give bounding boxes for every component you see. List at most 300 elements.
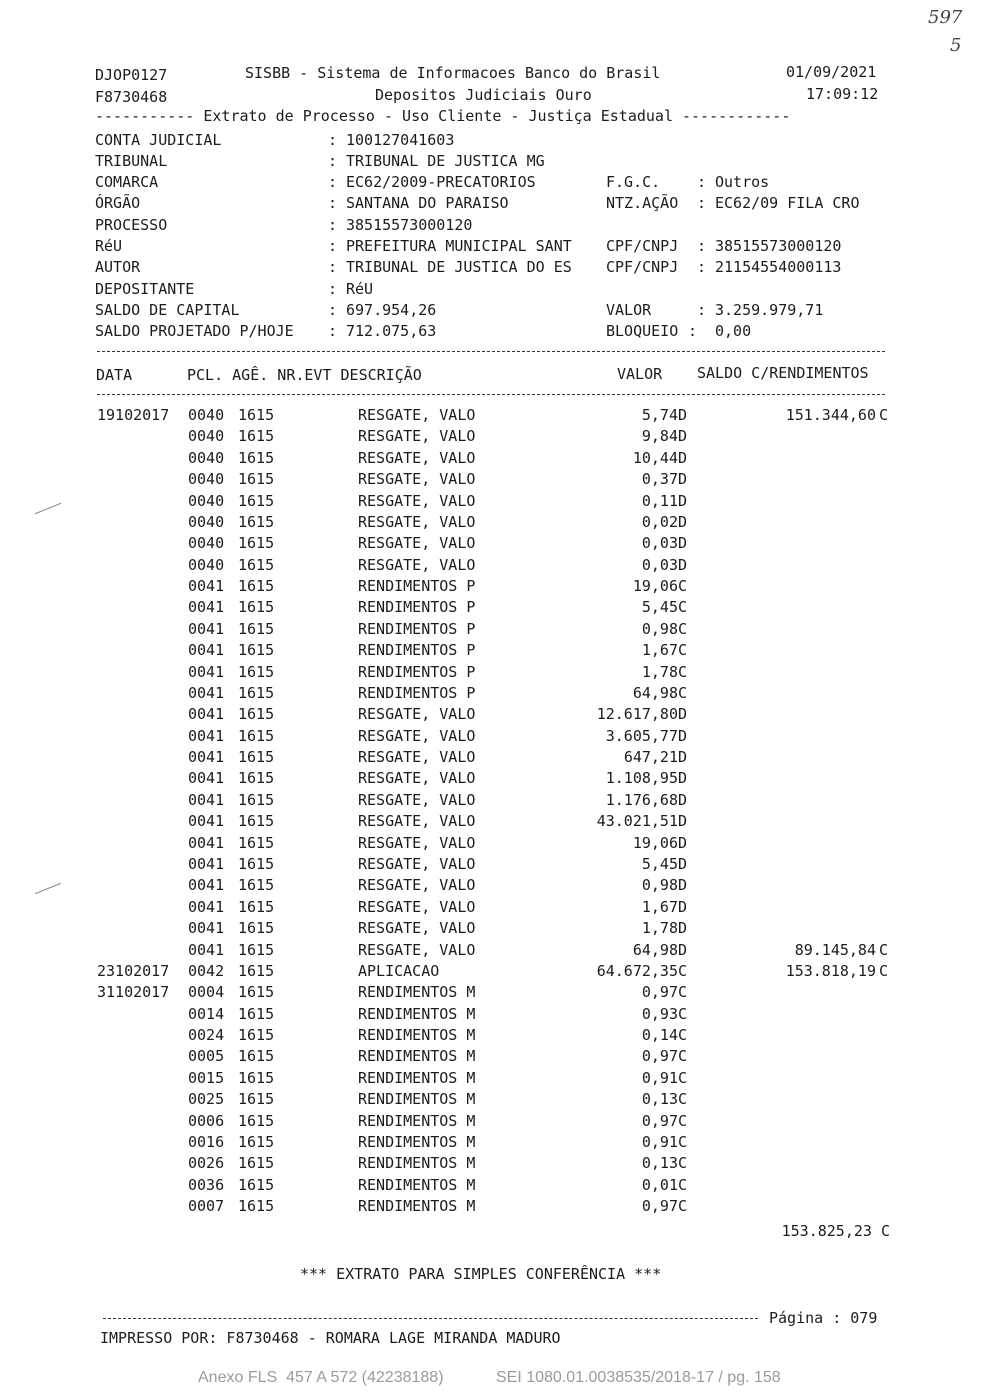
table-row — [0, 1025, 990, 1046]
row-description: RESGATE, VALO — [358, 555, 476, 574]
row-agency: 1615 — [238, 641, 275, 660]
row-pcl: 0005 — [188, 1047, 225, 1066]
row-value-type: D — [678, 940, 688, 959]
row-value-type: C — [678, 1068, 688, 1087]
info-value: 100127041603 — [346, 131, 455, 149]
row-description: RENDIMENTOS P — [358, 577, 476, 596]
row-agency: 1615 — [238, 555, 275, 574]
row-description: RESGATE, VALO — [358, 854, 476, 873]
table-row — [0, 982, 990, 1003]
row-value: 64.672,35 — [596, 961, 678, 980]
row-description: RENDIMENTOS P — [358, 662, 476, 681]
row-value: 0,03 — [641, 534, 678, 553]
row-value: 0,91 — [641, 1132, 678, 1151]
row-balance: 89.145,84 — [794, 940, 876, 959]
system-subtitle: Depositos Judiciais Ouro — [375, 86, 592, 104]
info-colon: : — [328, 152, 338, 170]
row-value: 5,45 — [641, 598, 678, 617]
row-value-type: D — [678, 748, 688, 767]
table-row — [0, 555, 990, 576]
row-pcl: 0040 — [188, 512, 225, 531]
row-agency: 1615 — [238, 1132, 275, 1151]
info-right-value: EC62/09 FILA CRO — [715, 194, 860, 212]
table-row — [0, 1196, 990, 1217]
row-description: RENDIMENTOS M — [358, 1111, 476, 1130]
info-value: TRIBUNAL DE JUSTICA DO ES — [346, 258, 572, 276]
row-date: 23102017 — [97, 961, 170, 980]
row-value-type: C — [678, 1197, 688, 1216]
row-description: RENDIMENTOS M — [358, 1197, 476, 1216]
col-header-desc: PCL. AGÊ. NR.EVT DESCRIÇÃO — [187, 366, 422, 384]
final-balance: 153.825,23 C — [781, 1222, 890, 1240]
info-colon: : — [328, 237, 338, 255]
row-value-type: C — [678, 1047, 688, 1066]
row-description: RESGATE, VALO — [358, 534, 476, 553]
row-value: 0,98 — [641, 619, 678, 638]
info-value: 712.075,63 — [346, 322, 437, 340]
table-row — [0, 662, 990, 683]
row-description: RESGATE, VALO — [358, 919, 476, 938]
table-row — [0, 918, 990, 939]
report-time: 17:09:12 — [806, 85, 879, 103]
row-description: RENDIMENTOS P — [358, 683, 476, 702]
row-description: RESGATE, VALO — [358, 705, 476, 724]
row-value: 19,06 — [632, 577, 678, 596]
row-pcl: 0041 — [188, 854, 225, 873]
annex-stamp: Anexo FLS 457 A 572 (42238188) — [198, 1369, 444, 1386]
info-value: 697.954,26 — [346, 301, 437, 319]
row-value: 1,78 — [641, 662, 678, 681]
table-row — [0, 619, 990, 640]
row-agency: 1615 — [238, 1154, 275, 1173]
table-row — [0, 426, 990, 447]
row-agency: 1615 — [238, 662, 275, 681]
row-pcl: 0041 — [188, 876, 225, 895]
row-value-type: C — [678, 641, 688, 660]
report-code: DJOP0127 — [95, 66, 168, 84]
row-value-type: C — [678, 577, 688, 596]
row-value-type: C — [678, 1026, 688, 1045]
row-description: RESGATE, VALO — [358, 769, 476, 788]
notice: *** EXTRATO PARA SIMPLES CONFERÊNCIA *** — [300, 1265, 662, 1283]
row-pcl: 0026 — [188, 1154, 225, 1173]
row-pcl: 0041 — [188, 577, 225, 596]
row-pcl: 0024 — [188, 1026, 225, 1045]
table-row — [0, 1175, 990, 1196]
info-colon: : — [697, 258, 707, 276]
row-value: 12.617,80 — [596, 705, 678, 724]
row-description: RENDIMENTOS M — [358, 1175, 476, 1194]
row-value-type: D — [678, 406, 688, 424]
row-description: RESGATE, VALO — [358, 406, 476, 424]
row-pcl: 0041 — [188, 897, 225, 916]
table-row — [0, 512, 990, 533]
row-value-type: D — [678, 876, 688, 895]
row-pcl: 0040 — [188, 448, 225, 467]
table-row — [0, 704, 990, 725]
row-pcl: 0007 — [188, 1197, 225, 1216]
info-colon: : — [697, 237, 707, 255]
row-pcl: 0041 — [188, 919, 225, 938]
row-value: 0,14 — [641, 1026, 678, 1045]
row-value: 0,02 — [641, 512, 678, 531]
row-description: APLICACAO — [358, 961, 440, 980]
row-agency: 1615 — [238, 406, 275, 424]
row-value-type: D — [678, 448, 688, 467]
info-colon: : — [328, 301, 338, 319]
info-value: EC62/2009-PRECATORIOS — [346, 173, 536, 191]
row-pcl: 0040 — [188, 470, 225, 489]
row-balance-type: C — [879, 406, 889, 424]
row-agency: 1615 — [238, 812, 275, 831]
info-label: CONTA JUDICIAL — [95, 131, 222, 149]
row-description: RENDIMENTOS M — [358, 1026, 476, 1045]
row-balance-type: C — [879, 940, 889, 959]
row-pcl: 0040 — [188, 555, 225, 574]
row-pcl: 0040 — [188, 491, 225, 510]
row-value: 1.108,95 — [605, 769, 678, 788]
row-pcl: 0004 — [188, 983, 225, 1002]
row-agency: 1615 — [238, 833, 275, 852]
info-value: PREFEITURA MUNICIPAL SANT — [346, 237, 572, 255]
info-colon: : — [328, 322, 338, 340]
info-value: TRIBUNAL DE JUSTICA MG — [346, 152, 545, 170]
row-value-type: D — [678, 919, 688, 938]
row-value-type: D — [678, 512, 688, 531]
info-right-label: F.G.C. — [606, 173, 661, 191]
row-value: 1,67 — [641, 641, 678, 660]
divider — [97, 394, 885, 395]
col-header-balance: SALDO C/RENDIMENTOS — [697, 364, 869, 382]
row-agency: 1615 — [238, 919, 275, 938]
row-agency: 1615 — [238, 1197, 275, 1216]
row-pcl: 0016 — [188, 1132, 225, 1151]
table-row — [0, 683, 990, 704]
table-row — [0, 1089, 990, 1110]
info-label: PROCESSO — [95, 216, 168, 234]
row-value-type: C — [678, 619, 688, 638]
row-description: RENDIMENTOS M — [358, 983, 476, 1002]
row-value-type: C — [678, 961, 688, 980]
row-pcl: 0041 — [188, 812, 225, 831]
row-pcl: 0041 — [188, 641, 225, 660]
table-row — [0, 833, 990, 854]
row-agency: 1615 — [238, 1026, 275, 1045]
row-value-type: D — [678, 833, 688, 852]
row-description: RENDIMENTOS P — [358, 641, 476, 660]
row-pcl: 0041 — [188, 833, 225, 852]
row-description: RESGATE, VALO — [358, 491, 476, 510]
info-label: SALDO PROJETADO P/HOJE — [95, 322, 294, 340]
info-label: SALDO DE CAPITAL — [95, 301, 240, 319]
table-row — [0, 768, 990, 789]
row-agency: 1615 — [238, 619, 275, 638]
row-value: 0,97 — [641, 1047, 678, 1066]
row-value-type: D — [678, 491, 688, 510]
info-colon: : — [697, 173, 707, 191]
info-colon: : — [697, 301, 707, 319]
row-value-type: D — [678, 555, 688, 574]
row-value: 5,74 — [641, 406, 678, 424]
table-row — [0, 1111, 990, 1132]
row-value-type: D — [678, 705, 688, 724]
row-pcl: 0041 — [188, 726, 225, 745]
row-pcl: 0041 — [188, 662, 225, 681]
row-description: RESGATE, VALO — [358, 726, 476, 745]
row-agency: 1615 — [238, 470, 275, 489]
row-agency: 1615 — [238, 897, 275, 916]
row-agency: 1615 — [238, 705, 275, 724]
row-agency: 1615 — [238, 1175, 275, 1194]
row-pcl: 0006 — [188, 1111, 225, 1130]
row-description: RESGATE, VALO — [358, 512, 476, 531]
row-value: 64,98 — [632, 683, 678, 702]
row-value: 0,98 — [641, 876, 678, 895]
table-row — [0, 597, 990, 618]
page-label: Página : 079 — [769, 1309, 878, 1327]
row-value: 9,84 — [641, 427, 678, 446]
row-value: 19,06 — [632, 833, 678, 852]
row-description: RESGATE, VALO — [358, 940, 476, 959]
row-agency: 1615 — [238, 961, 275, 980]
row-value: 0,97 — [641, 983, 678, 1002]
row-pcl: 0041 — [188, 683, 225, 702]
table-row — [0, 576, 990, 597]
row-description: RESGATE, VALO — [358, 790, 476, 809]
table-row — [0, 940, 990, 961]
col-header-date: DATA — [96, 366, 133, 384]
printed-by: IMPRESSO POR: F8730468 - ROMARA LAGE MIRANDA MADURO — [100, 1329, 561, 1347]
row-pcl: 0025 — [188, 1090, 225, 1109]
table-row — [0, 747, 990, 768]
info-colon: : — [328, 258, 338, 276]
info-colon: : — [328, 194, 338, 212]
row-value: 0,13 — [641, 1090, 678, 1109]
row-value: 1,78 — [641, 919, 678, 938]
info-right-value: 38515573000120 — [715, 237, 842, 255]
info-label: RéU — [95, 237, 123, 255]
row-value-type: C — [678, 1111, 688, 1130]
table-row — [0, 897, 990, 918]
system-title: SISBB - Sistema de Informacoes Banco do Brasil — [245, 64, 661, 82]
table-row — [0, 405, 990, 426]
info-colon: : — [328, 173, 338, 191]
row-value-type: C — [678, 1175, 688, 1194]
report-date: 01/09/2021 — [786, 63, 877, 81]
row-value: 10,44 — [632, 448, 678, 467]
row-value-type: D — [678, 427, 688, 446]
row-value: 43.021,51 — [596, 812, 678, 831]
info-label: AUTOR — [95, 258, 141, 276]
row-pcl: 0042 — [188, 961, 225, 980]
info-colon: : — [328, 216, 338, 234]
row-value: 0,03 — [641, 555, 678, 574]
row-agency: 1615 — [238, 940, 275, 959]
row-pcl: 0036 — [188, 1175, 225, 1194]
row-value-type: C — [678, 1132, 688, 1151]
row-value: 0,93 — [641, 1004, 678, 1023]
table-row — [0, 491, 990, 512]
row-agency: 1615 — [238, 748, 275, 767]
info-colon: : — [328, 280, 338, 298]
row-value-type: C — [678, 662, 688, 681]
row-agency: 1615 — [238, 1047, 275, 1066]
sei-stamp: SEI 1080.01.0038535/2018-17 / pg. 158 — [496, 1369, 781, 1386]
info-right-label: CPF/CNPJ — [606, 237, 679, 255]
row-date: 31102017 — [97, 983, 170, 1002]
table-row — [0, 469, 990, 490]
handwritten-page-number: 597 — [928, 7, 963, 28]
row-agency: 1615 — [238, 1111, 275, 1130]
row-value-type: D — [678, 812, 688, 831]
row-agency: 1615 — [238, 854, 275, 873]
info-colon: : — [688, 322, 698, 340]
row-value-type: D — [678, 726, 688, 745]
handwritten-sub-number: 5 — [950, 35, 962, 56]
info-label: DEPOSITANTE — [95, 280, 195, 298]
info-right-value: 21154554000113 — [715, 258, 842, 276]
col-header-value: VALOR — [617, 365, 663, 383]
info-colon: : — [697, 194, 707, 212]
table-row — [0, 875, 990, 896]
row-value-type: C — [678, 983, 688, 1002]
row-description: RENDIMENTOS M — [358, 1004, 476, 1023]
divider — [103, 1318, 758, 1319]
row-pcl: 0041 — [188, 705, 225, 724]
row-description: RENDIMENTOS M — [358, 1068, 476, 1087]
row-value-type: D — [678, 790, 688, 809]
row-description: RENDIMENTOS M — [358, 1154, 476, 1173]
info-value: RéU — [346, 280, 374, 298]
info-right-label: BLOQUEIO — [606, 322, 679, 340]
row-pcl: 0041 — [188, 769, 225, 788]
row-description: RENDIMENTOS M — [358, 1132, 476, 1151]
row-agency: 1615 — [238, 577, 275, 596]
row-description: RESGATE, VALO — [358, 748, 476, 767]
row-value-type: D — [678, 897, 688, 916]
row-description: RENDIMENTOS M — [358, 1047, 476, 1066]
row-description: RENDIMENTOS M — [358, 1090, 476, 1109]
info-colon: : — [328, 131, 338, 149]
info-right-value: 3.259.979,71 — [715, 301, 824, 319]
row-value: 64,98 — [632, 940, 678, 959]
row-value-type: D — [678, 470, 688, 489]
row-value: 0,13 — [641, 1154, 678, 1173]
row-balance: 151.344,60 — [785, 406, 876, 424]
row-value-type: C — [678, 598, 688, 617]
row-pcl: 0040 — [188, 427, 225, 446]
info-value: 38515573000120 — [346, 216, 473, 234]
row-value: 0,11 — [641, 491, 678, 510]
row-agency: 1615 — [238, 448, 275, 467]
table-row — [0, 1068, 990, 1089]
table-row — [0, 1004, 990, 1025]
info-label: TRIBUNAL — [95, 152, 168, 170]
info-right-label: NTZ.AÇÃO — [606, 194, 679, 212]
row-value: 5,45 — [641, 854, 678, 873]
row-pcl: 0040 — [188, 406, 225, 424]
row-agency: 1615 — [238, 1090, 275, 1109]
info-right-label: VALOR — [606, 301, 652, 319]
table-row — [0, 1132, 990, 1153]
row-value-type: D — [678, 854, 688, 873]
row-agency: 1615 — [238, 1004, 275, 1023]
info-right-value: Outros — [715, 173, 770, 191]
row-balance: 153.818,19 — [785, 961, 876, 980]
row-value-type: C — [678, 1004, 688, 1023]
row-value: 0,97 — [641, 1197, 678, 1216]
row-description: RESGATE, VALO — [358, 876, 476, 895]
row-pcl: 0015 — [188, 1068, 225, 1087]
table-row — [0, 1046, 990, 1067]
table-row — [0, 811, 990, 832]
row-agency: 1615 — [238, 427, 275, 446]
divider — [97, 351, 885, 352]
row-agency: 1615 — [238, 598, 275, 617]
row-description: RENDIMENTOS P — [358, 619, 476, 638]
row-agency: 1615 — [238, 876, 275, 895]
row-agency: 1615 — [238, 512, 275, 531]
report-user: F8730468 — [95, 88, 168, 106]
row-value-type: C — [678, 683, 688, 702]
row-description: RESGATE, VALO — [358, 427, 476, 446]
row-agency: 1615 — [238, 534, 275, 553]
row-value: 647,21 — [623, 748, 678, 767]
table-row — [0, 854, 990, 875]
row-value: 0,91 — [641, 1068, 678, 1087]
row-value-type: D — [678, 534, 688, 553]
info-label: ÓRGÃO — [95, 194, 141, 212]
table-row — [0, 533, 990, 554]
table-row — [0, 1153, 990, 1174]
row-agency: 1615 — [238, 726, 275, 745]
row-value-type: C — [678, 1090, 688, 1109]
info-value: SANTANA DO PARAISO — [346, 194, 509, 212]
table-row — [0, 640, 990, 661]
row-agency: 1615 — [238, 491, 275, 510]
table-row — [0, 726, 990, 747]
row-value: 0,97 — [641, 1111, 678, 1130]
row-description: RESGATE, VALO — [358, 812, 476, 831]
table-row — [0, 961, 990, 982]
info-label: COMARCA — [95, 173, 159, 191]
table-row — [0, 790, 990, 811]
section-title: ----------- Extrato de Processo - Uso Cliente - Justiça Estadual ------------ — [95, 107, 791, 125]
row-value: 3.605,77 — [605, 726, 678, 745]
row-pcl: 0040 — [188, 534, 225, 553]
row-agency: 1615 — [238, 769, 275, 788]
row-description: RENDIMENTOS P — [358, 598, 476, 617]
row-value: 0,37 — [641, 470, 678, 489]
info-right-value: 0,00 — [715, 322, 752, 340]
row-pcl: 0014 — [188, 1004, 225, 1023]
row-description: RESGATE, VALO — [358, 897, 476, 916]
row-pcl: 0041 — [188, 598, 225, 617]
row-agency: 1615 — [238, 1068, 275, 1087]
table-row — [0, 448, 990, 469]
row-value: 1,67 — [641, 897, 678, 916]
row-value: 1.176,68 — [605, 790, 678, 809]
row-pcl: 0041 — [188, 940, 225, 959]
row-pcl: 0041 — [188, 790, 225, 809]
row-description: RESGATE, VALO — [358, 833, 476, 852]
row-description: RESGATE, VALO — [358, 470, 476, 489]
row-pcl: 0041 — [188, 748, 225, 767]
row-agency: 1615 — [238, 983, 275, 1002]
row-balance-type: C — [879, 961, 889, 980]
row-agency: 1615 — [238, 683, 275, 702]
row-description: RESGATE, VALO — [358, 448, 476, 467]
